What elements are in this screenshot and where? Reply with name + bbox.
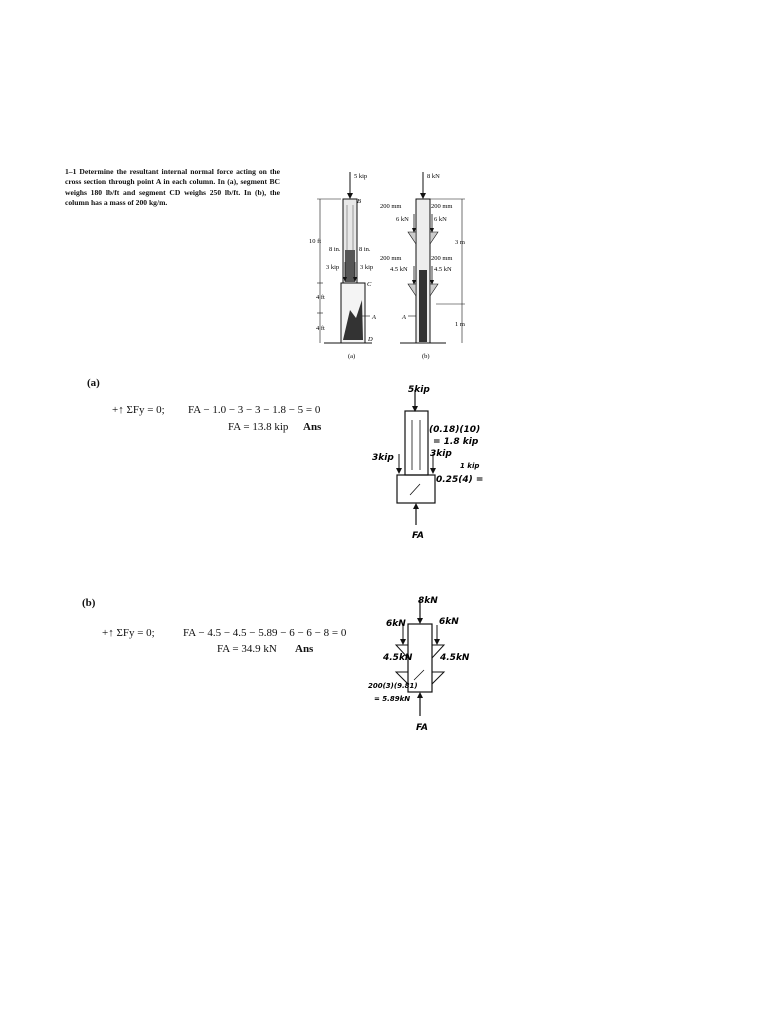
- sketch-b-lower-right: 4.5kN: [440, 653, 470, 663]
- sketch-b-lower-left: 4.5kN: [383, 653, 413, 663]
- fig-b-upper-right-dim: 200 mm: [431, 203, 453, 210]
- fig-b-lower-left-dim: 200 mm: [380, 255, 402, 262]
- sketch-a: [372, 385, 483, 541]
- fig-a-left-offset: 8 in.: [329, 246, 341, 253]
- fig-b-point-A: A: [402, 314, 406, 321]
- sketch-a-right: 3kip: [430, 449, 452, 459]
- sketch-a-weight-note-1: (0.18)(10): [429, 425, 481, 435]
- sketch-b-upper-left: 6kN: [386, 619, 406, 629]
- fig-b-upper-right-load: 6 kN: [434, 216, 447, 223]
- solution-a-result: FA = 13.8 kip: [228, 421, 289, 433]
- fig-a-left-load: 3 kip: [326, 264, 340, 271]
- solution-a-equilibrium: +↑ ΣFy = 0;: [112, 404, 165, 416]
- solution-b-result: FA = 34.9 kN: [217, 643, 277, 655]
- solution-b-equation: FA − 4.5 − 4.5 − 5.89 − 6 − 6 − 8 = 0: [183, 627, 347, 639]
- fig-b-lower-left-load: 4.5 kN: [390, 266, 408, 273]
- solution-b-ans: Ans: [295, 643, 314, 655]
- sketch-b-weight-note-1: 200(3)(9.81): [368, 682, 418, 690]
- fig-a-point-D: D: [368, 336, 373, 343]
- fig-b-height-top: 3 m: [455, 239, 465, 246]
- sketch-a-top: 5kip: [408, 385, 430, 395]
- sketch-a-weight-note-2: = 1.8 kip: [433, 437, 479, 447]
- solution-b-label: (b): [82, 597, 96, 609]
- sketch-b-bottom: FA: [416, 723, 428, 733]
- fig-b-lower-right-dim: 200 mm: [431, 255, 453, 262]
- fig-a-height-low: 4 ft: [316, 325, 325, 332]
- problem-number: 1–1: [65, 167, 77, 176]
- fig-a-caption: (a): [348, 353, 356, 360]
- fig-b-caption: (b): [422, 353, 430, 360]
- fig-a-point-A: A: [372, 314, 376, 321]
- fig-b-lower-right-load: 4.5 kN: [434, 266, 452, 273]
- sketch-b: [368, 596, 470, 733]
- fig-a-top-load: 5 kip: [354, 173, 368, 180]
- fig-a-point-B: B: [357, 198, 361, 205]
- fig-a-right-offset: 8 in.: [359, 246, 371, 253]
- fig-b-upper-left-dim: 200 mm: [380, 203, 402, 210]
- sketch-a-left: 3kip: [372, 453, 394, 463]
- solution-a-label: (a): [87, 377, 100, 389]
- solution-a-ans: Ans: [303, 421, 322, 433]
- sketch-b-upper-right: 6kN: [439, 617, 459, 627]
- solution-a-equation: FA − 1.0 − 3 − 3 − 1.8 − 5 = 0: [188, 404, 321, 416]
- fig-a-right-load: 3 kip: [360, 264, 374, 271]
- sketch-a-bottom: FA: [412, 531, 424, 541]
- fig-b-height-bottom: 1 m: [455, 321, 465, 328]
- fig-a-height-upper: 10 ft: [309, 238, 322, 245]
- sketch-a-lower-note-2: 0.25(4) =: [436, 475, 484, 485]
- fig-b-upper-left-load: 6 kN: [396, 216, 409, 223]
- fig-b-top-load: 8 kN: [427, 173, 440, 180]
- fig-a-height-mid: 4 ft: [316, 294, 325, 301]
- solution-b-equilibrium: +↑ ΣFy = 0;: [102, 627, 155, 639]
- sketch-b-weight-note-2: = 5.89kN: [374, 695, 411, 703]
- fig-a-point-C: C: [367, 281, 372, 288]
- sketch-a-lower-note-1: 1 kip: [460, 462, 480, 470]
- sketch-b-top: 8kN: [418, 596, 438, 606]
- problem-text: Determine the resultant internal normal force acting on the cross section through point A in each column. In (a), segment BC weighs 180 lb/ft and segment CD weighs 250 lb/ft. In (b), the column has a mass of 200 kg/m.: [65, 167, 281, 208]
